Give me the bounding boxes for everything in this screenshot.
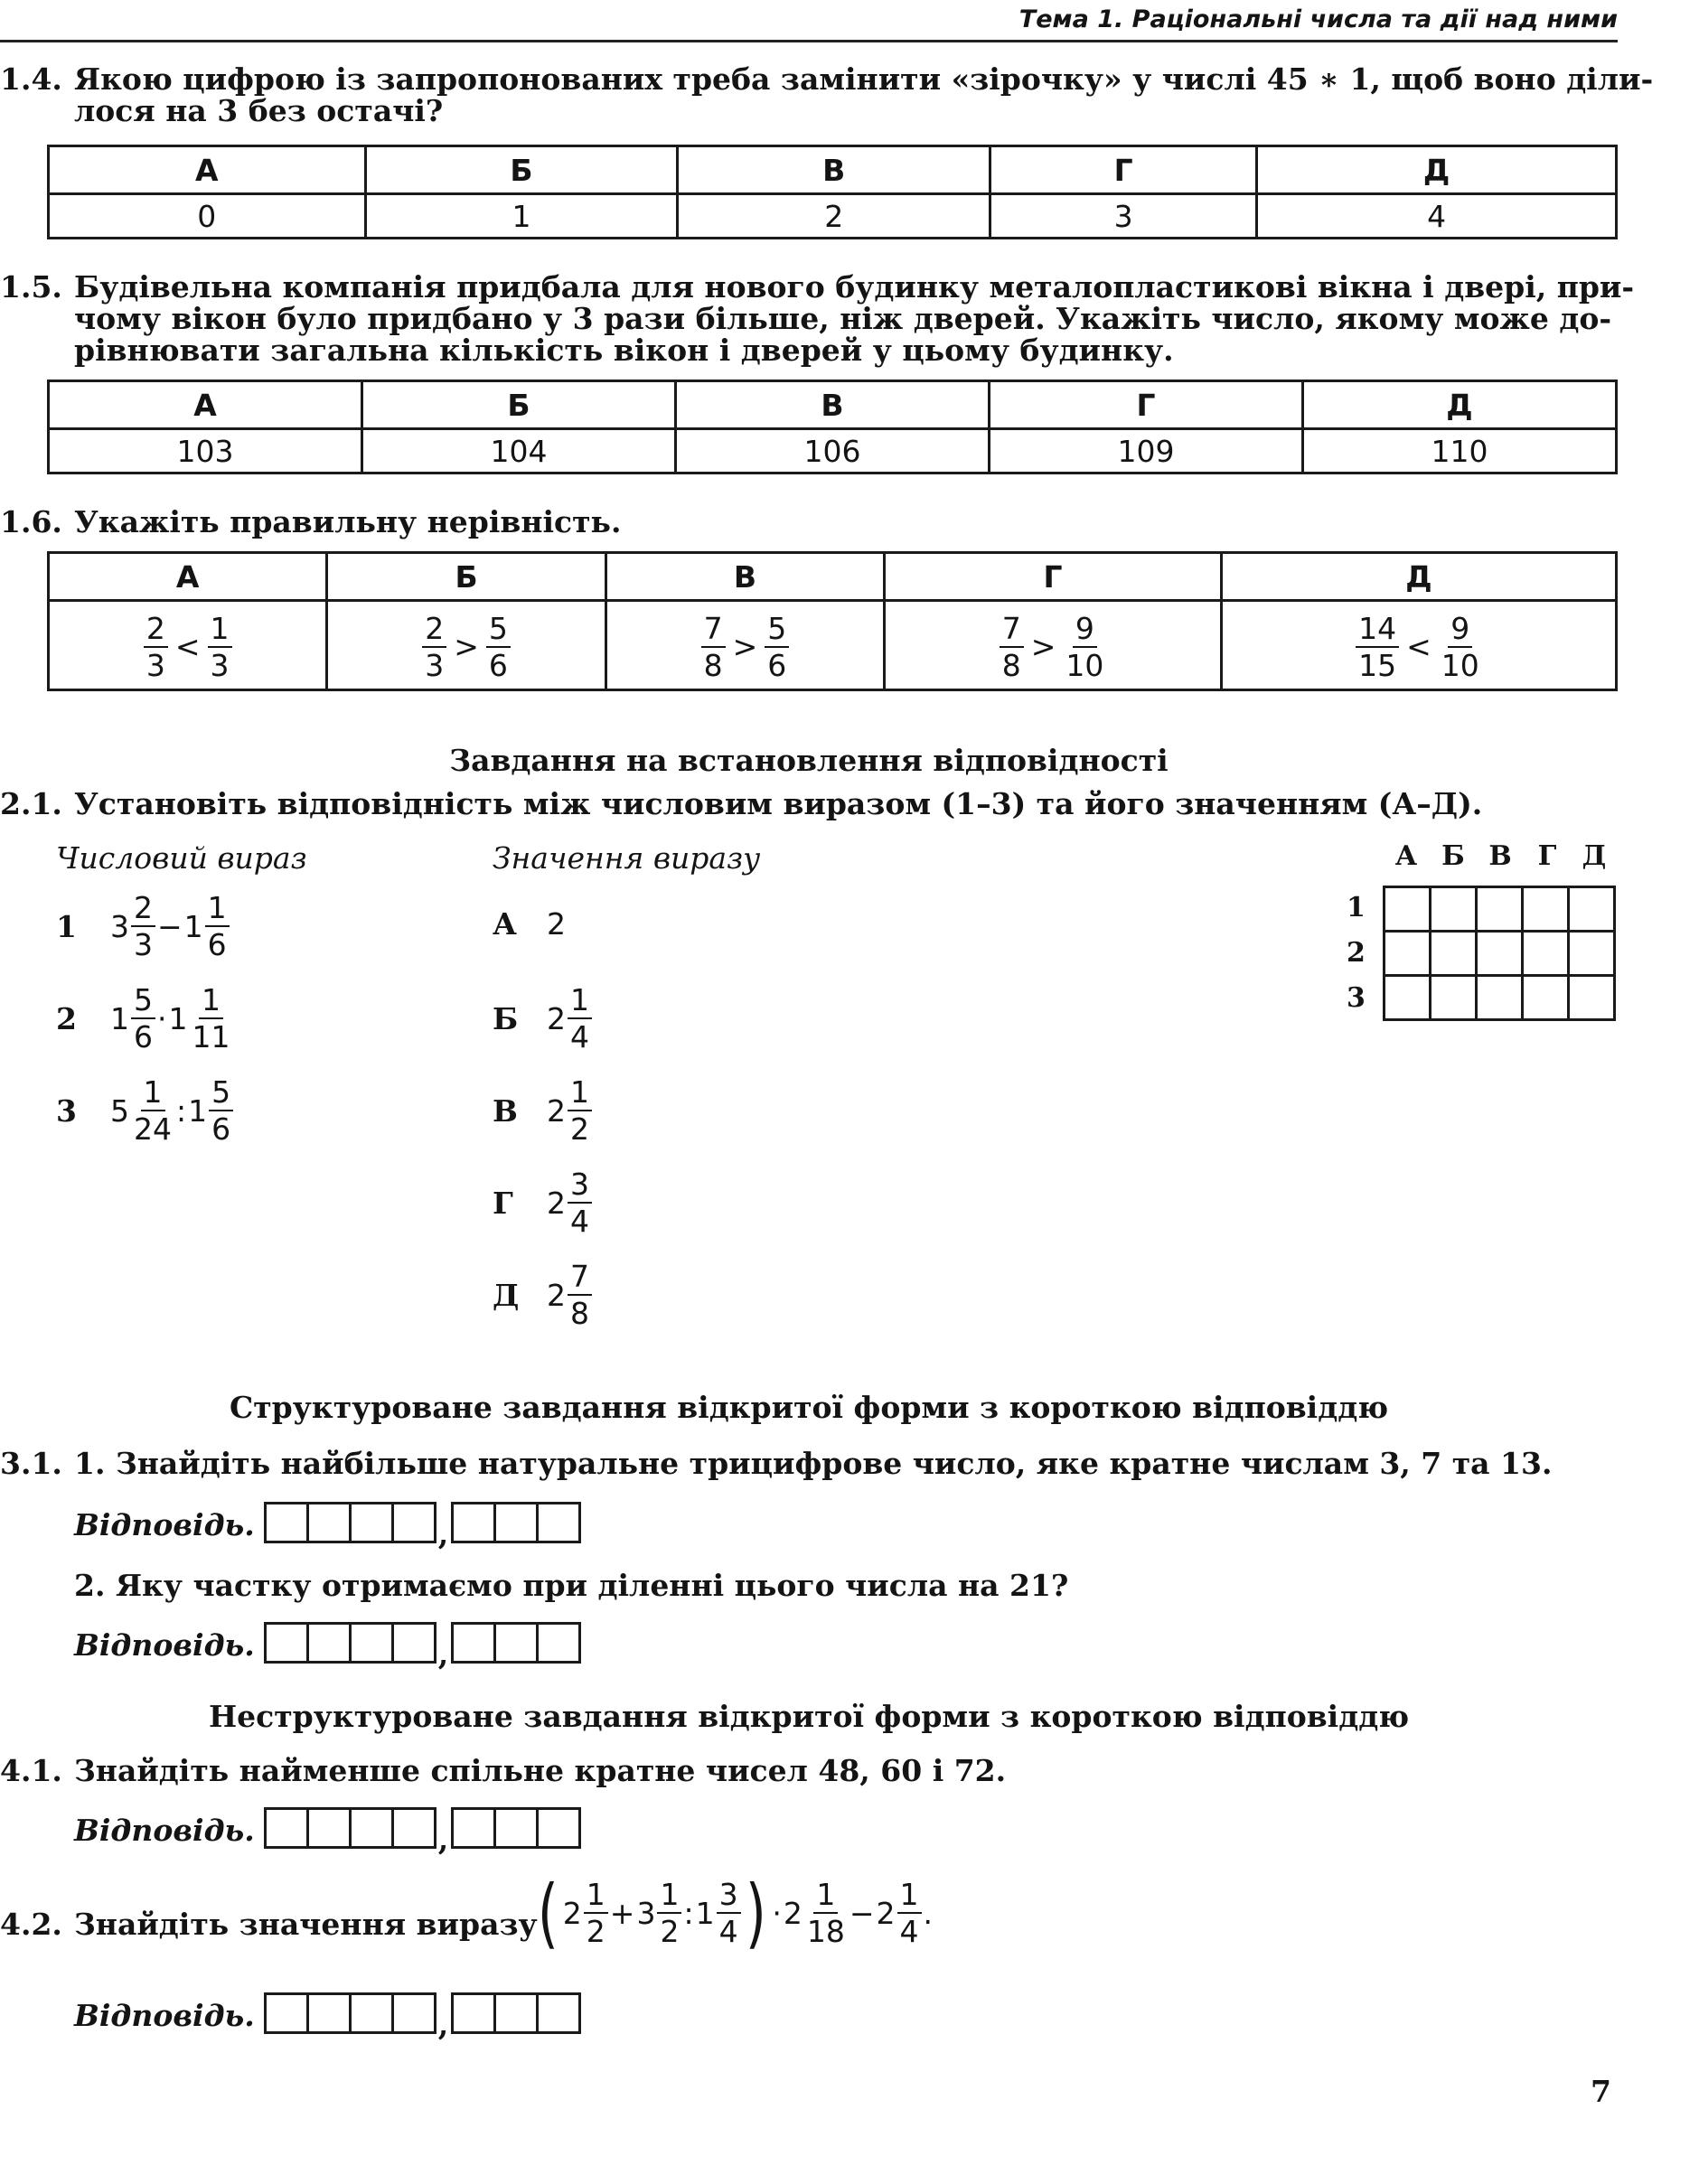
section-title-unstructured: Неструктуроване завдання відкритої форми з короткою відповіддю [208, 1699, 1410, 1734]
answer-cell[interactable] [306, 1502, 352, 1543]
expression-4-2: ( 2 $\frac{1}{2}$ + 3 $\frac{1}{2}$ : 1 $\frac{3}{4}$ ) · 2 $\frac{1}{18}$ − 2 $\frac{1}{4}$ . [537, 1869, 933, 1957]
task-1-4-line2: лося на 3 без остачі? [74, 93, 444, 128]
value-label: Д [493, 1277, 520, 1313]
answer-cell[interactable] [264, 1622, 309, 1664]
grid-cell[interactable] [1385, 976, 1431, 1020]
grid-cell[interactable] [1431, 932, 1477, 976]
option-header-a: А [49, 146, 366, 194]
option-header-d: Д [1221, 553, 1616, 601]
grid-col-label: Г [1537, 840, 1557, 872]
option-inequality-v [605, 601, 884, 690]
task-3-1 [0, 1448, 1552, 1479]
expression-3: 3 5 $\frac{1}{24}$ : 1 $\frac{5}{6}$ [56, 1077, 233, 1144]
task-2-1 [0, 788, 1482, 820]
task-text-line1: Укажіть правильну нерівність. [74, 504, 622, 539]
answer-cell[interactable] [306, 1807, 352, 1849]
grid-cell[interactable] [1523, 976, 1569, 1020]
grid-row-label: 2 [1347, 937, 1366, 969]
option-value-b: 1 [365, 194, 678, 239]
grid-col-label: Д [1582, 840, 1607, 872]
answer-line-4-2 [74, 1992, 581, 2042]
section-title-matching: Завдання на встановлення відповідності [449, 743, 1169, 778]
option-inequality-b [327, 601, 605, 690]
task-text: Знайдіть значення виразу [74, 1907, 538, 1942]
answer-cell[interactable] [391, 1807, 436, 1849]
fraction: $\frac{5}{6}$ [765, 614, 789, 680]
grid-cell[interactable] [1523, 932, 1569, 976]
comparison-sign: > [1030, 629, 1056, 664]
grid-cell[interactable] [1523, 887, 1569, 932]
expression-2: 2 1 $\frac{5}{6}$ · 1 $\frac{1}{11}$ [56, 982, 230, 1055]
value-label: Б [493, 1000, 519, 1036]
expression-1: 1 3 $\frac{2}{3}$ − 1 $\frac{1}{6}$ [56, 893, 230, 960]
answer-cell[interactable] [349, 1992, 394, 2034]
task-1-5-line3: рівнювати загальна кількість вікон і дверей у цьому будинку. [74, 333, 1174, 368]
answer-cell[interactable] [493, 1622, 539, 1664]
task-4-2 [0, 1908, 538, 1940]
answer-cell[interactable] [451, 1992, 496, 2034]
answer-label: Відповідь. [74, 1998, 255, 2033]
close-paren: ) [745, 1869, 766, 1957]
comparison-sign: < [1406, 629, 1431, 664]
task-question-2: 2. Яку частку отримаємо при діленні цього числа на 21? [74, 1568, 1069, 1603]
task-4-1 [0, 1755, 1006, 1786]
fraction: $\frac{7}{8}$ [701, 614, 726, 680]
option-value-v: 106 [676, 429, 990, 473]
grid-row-label: 3 [1347, 982, 1366, 1014]
option-header-v: В [678, 146, 990, 194]
column-head-expression: Числовий вираз [56, 840, 307, 876]
grid-cell[interactable] [1385, 932, 1431, 976]
option-value-g: 3 [990, 194, 1257, 239]
task-number: 4.1. [0, 1753, 62, 1788]
answer-label: Відповідь. [74, 1507, 255, 1542]
answer-grid-rows [1347, 886, 1366, 1021]
answer-cell[interactable] [391, 1502, 436, 1543]
fraction: $\frac{7}{8}$ [1000, 614, 1024, 680]
option-header-v: В [605, 553, 884, 601]
page-header [0, 0, 1618, 42]
page-number: 7 [1591, 2074, 1611, 2109]
answer-cell[interactable] [536, 1622, 581, 1664]
column-head-value: Значення виразу [493, 840, 761, 876]
task-text-line1: Будівельна компанія придбала для нового будинку металопластикові вікна і двері, при- [74, 269, 1635, 305]
expression-label: 1 [56, 908, 77, 944]
answers-table-1-6 [47, 551, 1618, 691]
option-value-d: 4 [1257, 194, 1617, 239]
answer-cell[interactable] [493, 1807, 539, 1849]
comparison-sign: > [454, 629, 479, 664]
task-number: 1.5. [0, 269, 62, 305]
option-inequality-g [885, 601, 1222, 690]
option-value-b: 104 [362, 429, 676, 473]
task-1-5-line2: чому вікон було придбано у 3 рази більше, ніж дверей. Укажіть число, якому може до- [74, 301, 1612, 336]
value-a: А 2 [493, 906, 566, 942]
option-value-a: 0 [49, 194, 366, 239]
fraction: $\frac{5}{6}$ [486, 614, 511, 680]
answer-cell[interactable] [391, 1992, 436, 2034]
option-header-d: Д [1257, 146, 1617, 194]
header-title: Тема 1. Раціональні числа та дії над ними [1018, 5, 1618, 33]
grid-cell[interactable] [1385, 887, 1431, 932]
answer-cell[interactable] [349, 1807, 394, 1849]
answer-cell[interactable] [493, 1502, 539, 1543]
option-header-b: Б [327, 553, 605, 601]
value-label: А [493, 906, 517, 942]
option-header-a: А [49, 553, 327, 601]
grid-cell[interactable] [1477, 976, 1523, 1020]
value-b: Б 2 $\frac{1}{4}$ [493, 985, 592, 1052]
section-title-structured: Структуроване завдання відкритої форми з короткою відповіддю [229, 1390, 1389, 1425]
answer-cell[interactable] [451, 1502, 496, 1543]
answer-cell[interactable] [264, 1992, 309, 2034]
fraction: $\frac{9}{10}$ [1065, 610, 1104, 683]
answer-cell[interactable] [391, 1622, 436, 1664]
option-inequality-d [1221, 601, 1616, 690]
answers-table-1-4 [47, 145, 1618, 239]
task-1-6 [0, 506, 621, 538]
task-1-5 [0, 271, 1634, 303]
answer-line-4-1 [74, 1807, 581, 1857]
answer-label: Відповідь. [74, 1627, 255, 1663]
option-header-b: Б [362, 381, 676, 429]
option-value-v: 2 [678, 194, 990, 239]
fraction: $\frac{2}{3}$ [422, 614, 446, 680]
answer-cell[interactable] [349, 1502, 394, 1543]
expression-label: 3 [56, 1092, 77, 1129]
fraction: $\frac{14}{15}$ [1356, 614, 1399, 680]
option-value-a: 103 [49, 429, 362, 473]
grid-cell[interactable] [1569, 932, 1615, 976]
answer-label: Відповідь. [74, 1813, 255, 1848]
answer-cell[interactable] [306, 1622, 352, 1664]
option-header-g: Г [990, 381, 1303, 429]
option-value-g: 109 [990, 429, 1303, 473]
answer-cell[interactable] [451, 1622, 496, 1664]
open-paren: ( [537, 1869, 559, 1957]
answer-cell[interactable] [451, 1807, 496, 1849]
decimal-comma: , [437, 1516, 449, 1551]
grid-row-label: 1 [1347, 892, 1366, 923]
option-header-g: Г [990, 146, 1257, 194]
decimal-comma: , [437, 1822, 449, 1857]
answer-cell[interactable] [306, 1992, 352, 2034]
option-header-g: Г [885, 553, 1222, 601]
option-header-d: Д [1303, 381, 1617, 429]
answer-cell[interactable] [349, 1622, 394, 1664]
task-number: 1.6. [0, 504, 62, 539]
task-number: 1.4. [0, 61, 62, 97]
value-d: Д 2 $\frac{7}{8}$ [493, 1261, 592, 1328]
value-v: В 2 $\frac{1}{2}$ [493, 1077, 592, 1144]
answer-cell[interactable] [493, 1992, 539, 2034]
answer-grid [1383, 886, 1616, 1021]
answer-line-3-1-1 [74, 1502, 581, 1551]
grid-col-label: А [1394, 840, 1418, 872]
answer-line-3-1-2 [74, 1622, 581, 1672]
option-value-d: 110 [1303, 429, 1617, 473]
comparison-sign: < [174, 629, 201, 664]
grid-cell[interactable] [1477, 932, 1523, 976]
grid-cell[interactable] [1569, 976, 1615, 1020]
task-1-4 [0, 63, 1653, 95]
comparison-sign: > [732, 629, 758, 664]
answer-cell[interactable] [536, 1502, 581, 1543]
decimal-comma: , [437, 1636, 449, 1672]
grid-cell[interactable] [1477, 887, 1523, 932]
fraction: $\frac{1}{3}$ [208, 614, 232, 680]
decimal-comma: , [437, 2007, 449, 2042]
grid-cell[interactable] [1431, 976, 1477, 1020]
option-header-b: Б [365, 146, 678, 194]
answer-cell[interactable] [264, 1502, 309, 1543]
fraction: $\frac{2}{3}$ [144, 614, 168, 680]
option-inequality-a [49, 601, 327, 690]
task-number: 2.1. [0, 786, 62, 821]
answers-table-1-5 [47, 380, 1618, 474]
task-number: 4.2. [0, 1907, 62, 1942]
value-label: В [493, 1092, 518, 1129]
grid-col-label: Б [1441, 840, 1465, 872]
answer-grid-columns [1383, 840, 1618, 872]
grid-cell[interactable] [1569, 887, 1615, 932]
option-header-a: А [49, 381, 362, 429]
value-label: Г [493, 1185, 513, 1221]
task-question-1: 1. Знайдіть найбільше натуральне трицифрове число, яке кратне числам 3, 7 та 13. [74, 1446, 1553, 1481]
value-g: Г 2 $\frac{3}{4}$ [493, 1169, 592, 1236]
grid-col-label: В [1488, 840, 1512, 872]
task-number: 3.1. [0, 1446, 62, 1481]
answer-cell[interactable] [264, 1807, 309, 1849]
task-text-line1: Якою цифрою із запропонованих треба замінити «зірочку» у числі 45 ∗ 1, щоб воно діли- [74, 61, 1654, 97]
fraction: $\frac{9}{10}$ [1441, 610, 1479, 683]
task-text: Установіть відповідність між числовим виразом (1–3) та його значенням (А–Д). [74, 786, 1483, 821]
expression-label: 2 [56, 1000, 77, 1036]
task-text: Знайдіть найменше спільне кратне чисел 48, 60 і 72. [74, 1753, 1007, 1788]
option-header-v: В [676, 381, 990, 429]
answer-cell[interactable] [536, 1807, 581, 1849]
answer-cell[interactable] [536, 1992, 581, 2034]
grid-cell[interactable] [1431, 887, 1477, 932]
